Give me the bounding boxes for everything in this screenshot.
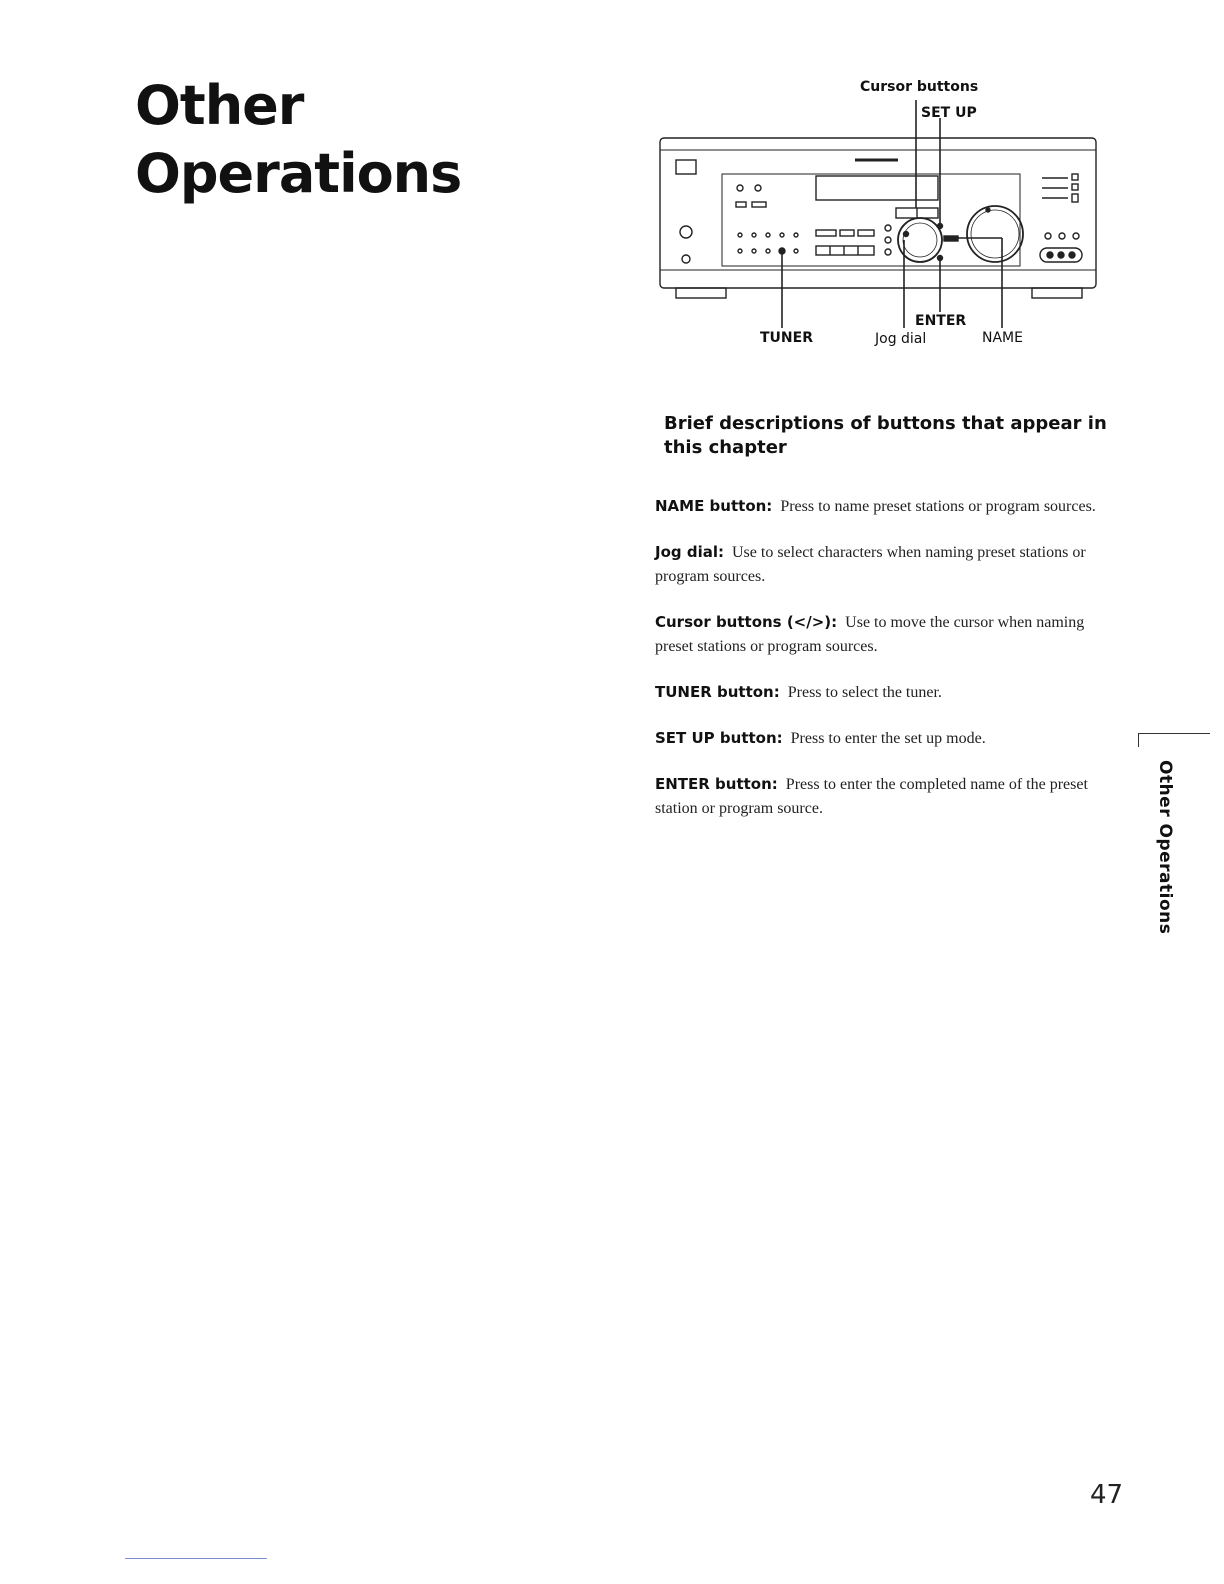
description-item [655, 726, 1110, 751]
callout-cursor-buttons: Cursor buttons [860, 79, 979, 95]
receiver-illustration [640, 70, 1110, 360]
description-item [655, 772, 1110, 821]
chapter-title-line1: Other [135, 74, 304, 137]
footer-rule [125, 1558, 267, 1559]
description-term: ENTER button: [655, 775, 778, 793]
description-text: Press to enter the set up mode. [790, 730, 986, 747]
description-item [655, 610, 1110, 659]
description-term: Jog dial: [655, 543, 724, 561]
side-tab-label: Other Operations [1155, 760, 1175, 935]
section-heading: Brief descriptions of buttons that appear in this chapter [664, 413, 1107, 458]
description-term: Cursor buttons (</>): [655, 613, 838, 631]
callout-enter: ENTER [915, 313, 967, 329]
description-text: Use to move the cursor when naming preset stations or program sources. [655, 614, 1085, 655]
description-item [655, 680, 1110, 705]
description-item [655, 494, 1110, 519]
chapter-title-line2: Operations [135, 142, 462, 205]
callout-name: NAME [982, 330, 1023, 346]
receiver-front-panel-diagram [640, 70, 1110, 360]
description-item [655, 540, 1110, 589]
chapter-title [135, 72, 461, 208]
description-text: Press to select the tuner. [787, 684, 942, 701]
description-term: SET UP button: [655, 729, 783, 747]
description-text: Use to select characters when naming preset stations or program sources. [655, 544, 1086, 585]
description-text: Press to name preset stations or program sources. [780, 498, 1096, 515]
button-descriptions [655, 494, 1110, 842]
page-number: 47 [1090, 1480, 1124, 1510]
callout-set-up: SET UP [921, 105, 977, 121]
description-term: TUNER button: [655, 683, 780, 701]
side-tab-edge [1138, 733, 1139, 747]
description-term: NAME button: [655, 497, 773, 515]
callout-jog-dial: Jog dial [875, 331, 927, 347]
description-text: Press to enter the completed name of the preset station or program source. [655, 776, 1088, 817]
side-tab-rule [1138, 733, 1210, 734]
callout-tuner: TUNER [760, 330, 813, 346]
